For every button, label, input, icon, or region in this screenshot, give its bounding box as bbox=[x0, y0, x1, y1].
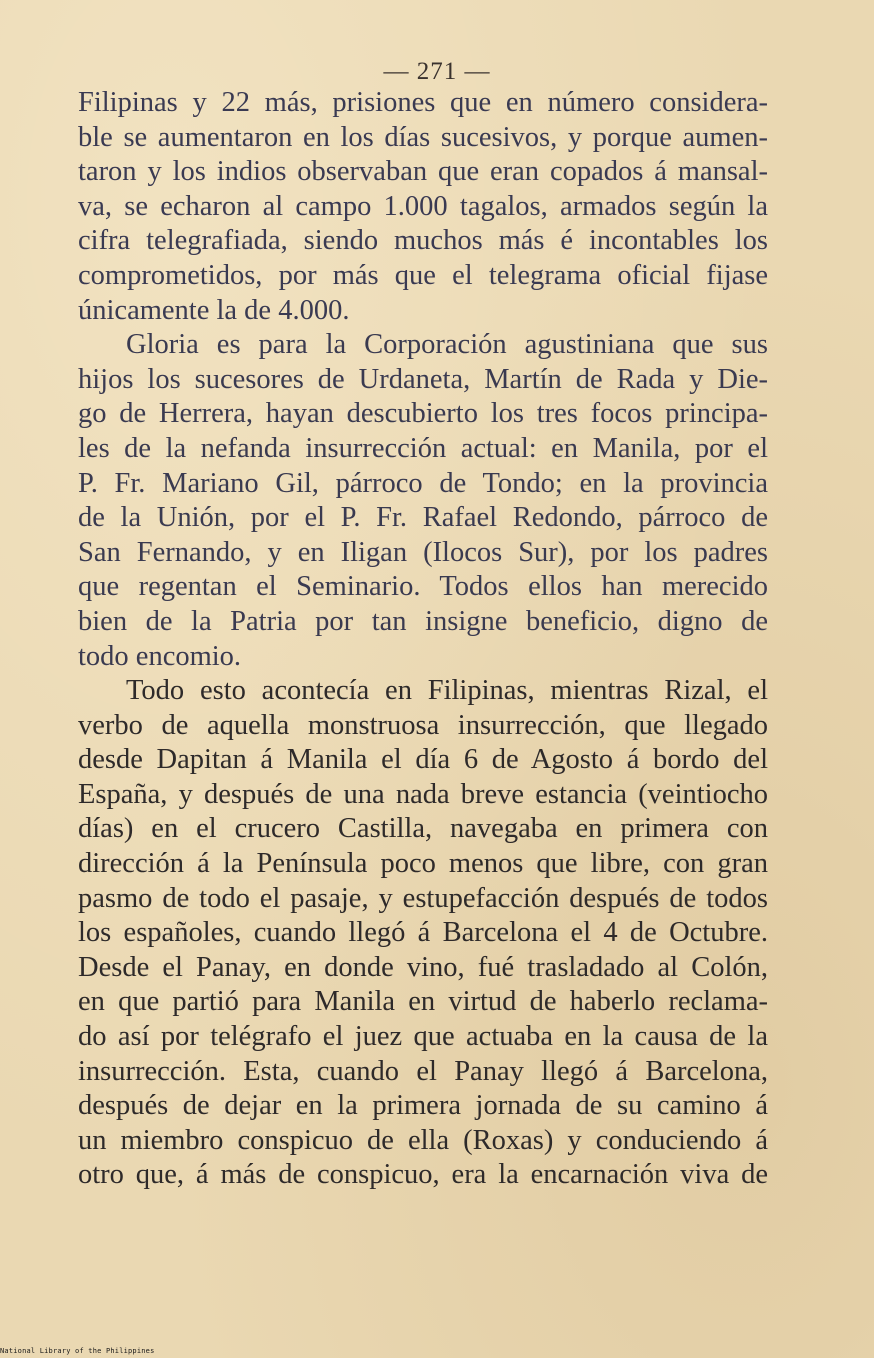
paragraph-3 bbox=[78, 674, 768, 1193]
text-line: comprometidos, por más que el telegrama oficial fijase bbox=[78, 259, 768, 291]
text-line: en que partió para Manila en virtud de haberlo reclama- bbox=[78, 986, 768, 1018]
text-line: otro que, á más de conspicuo, era la encarnación viva de bbox=[78, 1159, 768, 1191]
text-line: Todo esto acontecía en Filipinas, mientras Rizal, el bbox=[126, 675, 768, 707]
text-line: taron y los indios observaban que eran copados á mansal- bbox=[78, 156, 768, 188]
text-line: un miembro conspicuo de ella (Roxas) y conduciendo á bbox=[78, 1124, 768, 1156]
text-line: Filipinas y 22 más, prisiones que en número considera- bbox=[78, 87, 768, 118]
text-line: Gloria es para la Corporación agustiniana que sus bbox=[126, 329, 768, 361]
text-line: días) en el crucero Castilla, navegaba en primera con bbox=[78, 813, 768, 845]
text-line: únicamente la de 4.000. bbox=[78, 294, 350, 326]
page-number: — 271 — bbox=[383, 58, 491, 85]
text-line: los españoles, cuando llegó á Barcelona el 4 de Octubre. bbox=[78, 917, 768, 949]
text-line: do así por telégrafo el juez que actuaba en la causa de la bbox=[78, 1021, 768, 1053]
text-line: dirección á la Península poco menos que libre, con gran bbox=[78, 848, 768, 880]
page-body bbox=[78, 86, 768, 1193]
text-line: España, y después de una nada breve estancia (veintiocho bbox=[78, 778, 768, 810]
text-line: Desde el Panay, en donde vino, fué trasladado al Colón, bbox=[78, 951, 768, 983]
text-line: les de la nefanda insurrección actual: en Manila, por el bbox=[78, 432, 768, 464]
text-line: bien de la Patria por tan insigne beneficio, digno de bbox=[78, 605, 768, 637]
text-line: después de dejar en la primera jornada de su camino á bbox=[78, 1090, 768, 1122]
text-line: que regentan el Seminario. Todos ellos han merecido bbox=[78, 571, 768, 603]
text-line: de la Unión, por el P. Fr. Rafael Redondo, párroco de bbox=[78, 502, 768, 534]
text-line: hijos los sucesores de Urdaneta, Martín de Rada y Die- bbox=[78, 363, 768, 395]
paragraph-2 bbox=[78, 328, 768, 674]
text-line: P. Fr. Mariano Gil, párroco de Tondo; en la provincia bbox=[78, 467, 768, 499]
text-line: go de Herrera, hayan descubierto los tres focos principa- bbox=[78, 398, 768, 430]
text-line: desde Dapitan á Manila el día 6 de Agosto á bordo del bbox=[78, 744, 768, 776]
text-line: va, se echaron al campo 1.000 tagalos, armados según la bbox=[78, 190, 768, 222]
library-credit: National Library of the Philippines bbox=[0, 1347, 155, 1355]
text-line: cifra telegrafiada, siendo muchos más é incontables los bbox=[78, 225, 768, 257]
paragraph-1 bbox=[78, 86, 768, 328]
text-line: insurrección. Esta, cuando el Panay llegó á Barcelona, bbox=[78, 1055, 768, 1087]
text-line: verbo de aquella monstruosa insurrección, que llegado bbox=[78, 709, 768, 741]
text-line: pasmo de todo el pasaje, y estupefacción después de todos bbox=[78, 882, 768, 914]
text-line: todo encomio. bbox=[78, 640, 242, 672]
text-line: ble se aumentaron en los días sucesivos, y porque aumen- bbox=[78, 121, 768, 153]
text-line: San Fernando, y en Iligan (Ilocos Sur), por los padres bbox=[78, 536, 768, 568]
